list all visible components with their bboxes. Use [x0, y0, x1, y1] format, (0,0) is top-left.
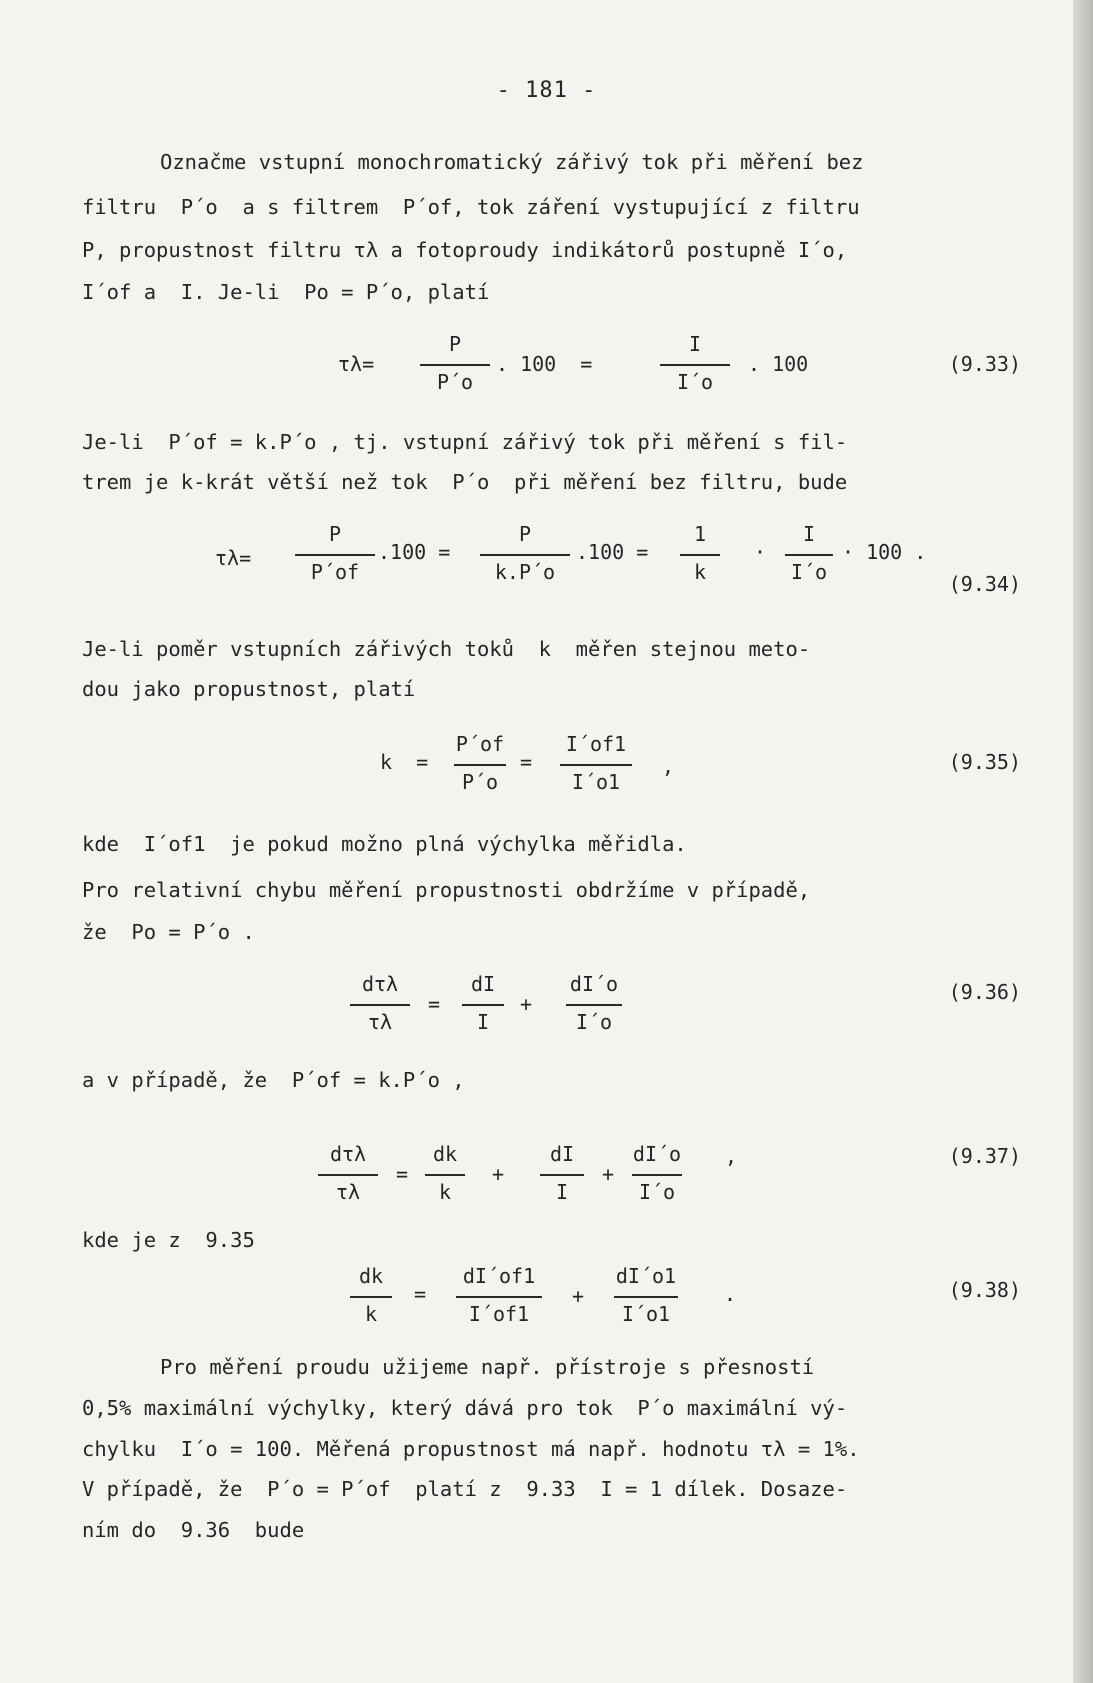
text-line: I´of a I. Je-li Po = P´o, platí — [82, 280, 490, 304]
text-line: Je-li poměr vstupních zářivých toků k měřen stejnou meto- — [82, 637, 811, 661]
eq-op: , — [662, 754, 675, 778]
text-line: chylku I´o = 100. Měřená propustnost má např. hodnotu τλ = 1%. — [82, 1437, 860, 1461]
text-line: Pro měření proudu užijeme např. přístroje s přesností — [160, 1355, 815, 1379]
eq-op: + — [492, 1162, 505, 1186]
eq-op: · — [754, 540, 767, 564]
text-line: Pro relativní chybu měření propustnosti obdržíme v případě, — [82, 878, 811, 902]
equation-number: (9.36) — [948, 980, 1021, 1004]
eq-op: = — [396, 1162, 409, 1186]
text-line: že Po = P´o . — [82, 920, 255, 944]
eq-op: . 100 — [748, 352, 809, 376]
page-number: - 181 - — [496, 78, 597, 103]
text-line: P, propustnost filtru τλ a fotoproudy indikátorů postupně I´o, — [82, 238, 848, 262]
text-line: Označme vstupní monochromatický zářivý tok při měření bez — [160, 150, 864, 174]
text-line: 0,5% maximální výchylky, který dává pro tok P´o maximální vý- — [82, 1396, 848, 1420]
eq-op: .100 = — [576, 540, 649, 564]
eq-op: + — [572, 1284, 585, 1308]
eq-op: = — [520, 750, 533, 774]
eq-op: . — [724, 1282, 737, 1306]
page-edge-shadow — [1073, 0, 1093, 1683]
text-line: trem je k-krát větší než tok P´o při měření bez filtru, bude — [82, 470, 848, 494]
text-line: Je-li P´of = k.P´o , tj. vstupní zářivý tok při měření s fil- — [82, 430, 848, 454]
text-line: filtru P´o a s filtrem P´of, tok záření vystupující z filtru — [82, 195, 860, 219]
equation-number: (9.37) — [948, 1144, 1021, 1168]
text-line: V případě, že P´o = P´of platí z 9.33 I = 1 dílek. Dosaze- — [82, 1477, 848, 1501]
eq-lhs: τλ= — [338, 352, 375, 376]
eq-lhs: k = — [380, 750, 429, 774]
eq-op: · 100 . — [842, 540, 927, 564]
eq-op: + — [602, 1162, 615, 1186]
equation-number: (9.35) — [948, 750, 1021, 774]
eq-op: , — [725, 1144, 738, 1168]
eq-op: . 100 = — [496, 352, 593, 376]
equation-number: (9.33) — [948, 352, 1021, 376]
text-line: kde I´of1 je pokud možno plná výchylka měřidla. — [82, 832, 687, 856]
eq-op: .100 = — [378, 540, 451, 564]
text-line: a v případě, že P´of = k.P´o , — [82, 1068, 465, 1092]
equation-number: (9.38) — [948, 1278, 1021, 1302]
eq-op: = — [414, 1282, 427, 1306]
text-line: ním do 9.36 bude — [82, 1518, 305, 1542]
eq-lhs: τλ= — [215, 546, 252, 570]
equation-number: (9.34) — [948, 572, 1021, 596]
eq-op: + — [520, 992, 533, 1016]
eq-op: = — [428, 992, 441, 1016]
text-line: dou jako propustnost, platí — [82, 677, 416, 701]
text-line: kde je z 9.35 — [82, 1228, 255, 1252]
